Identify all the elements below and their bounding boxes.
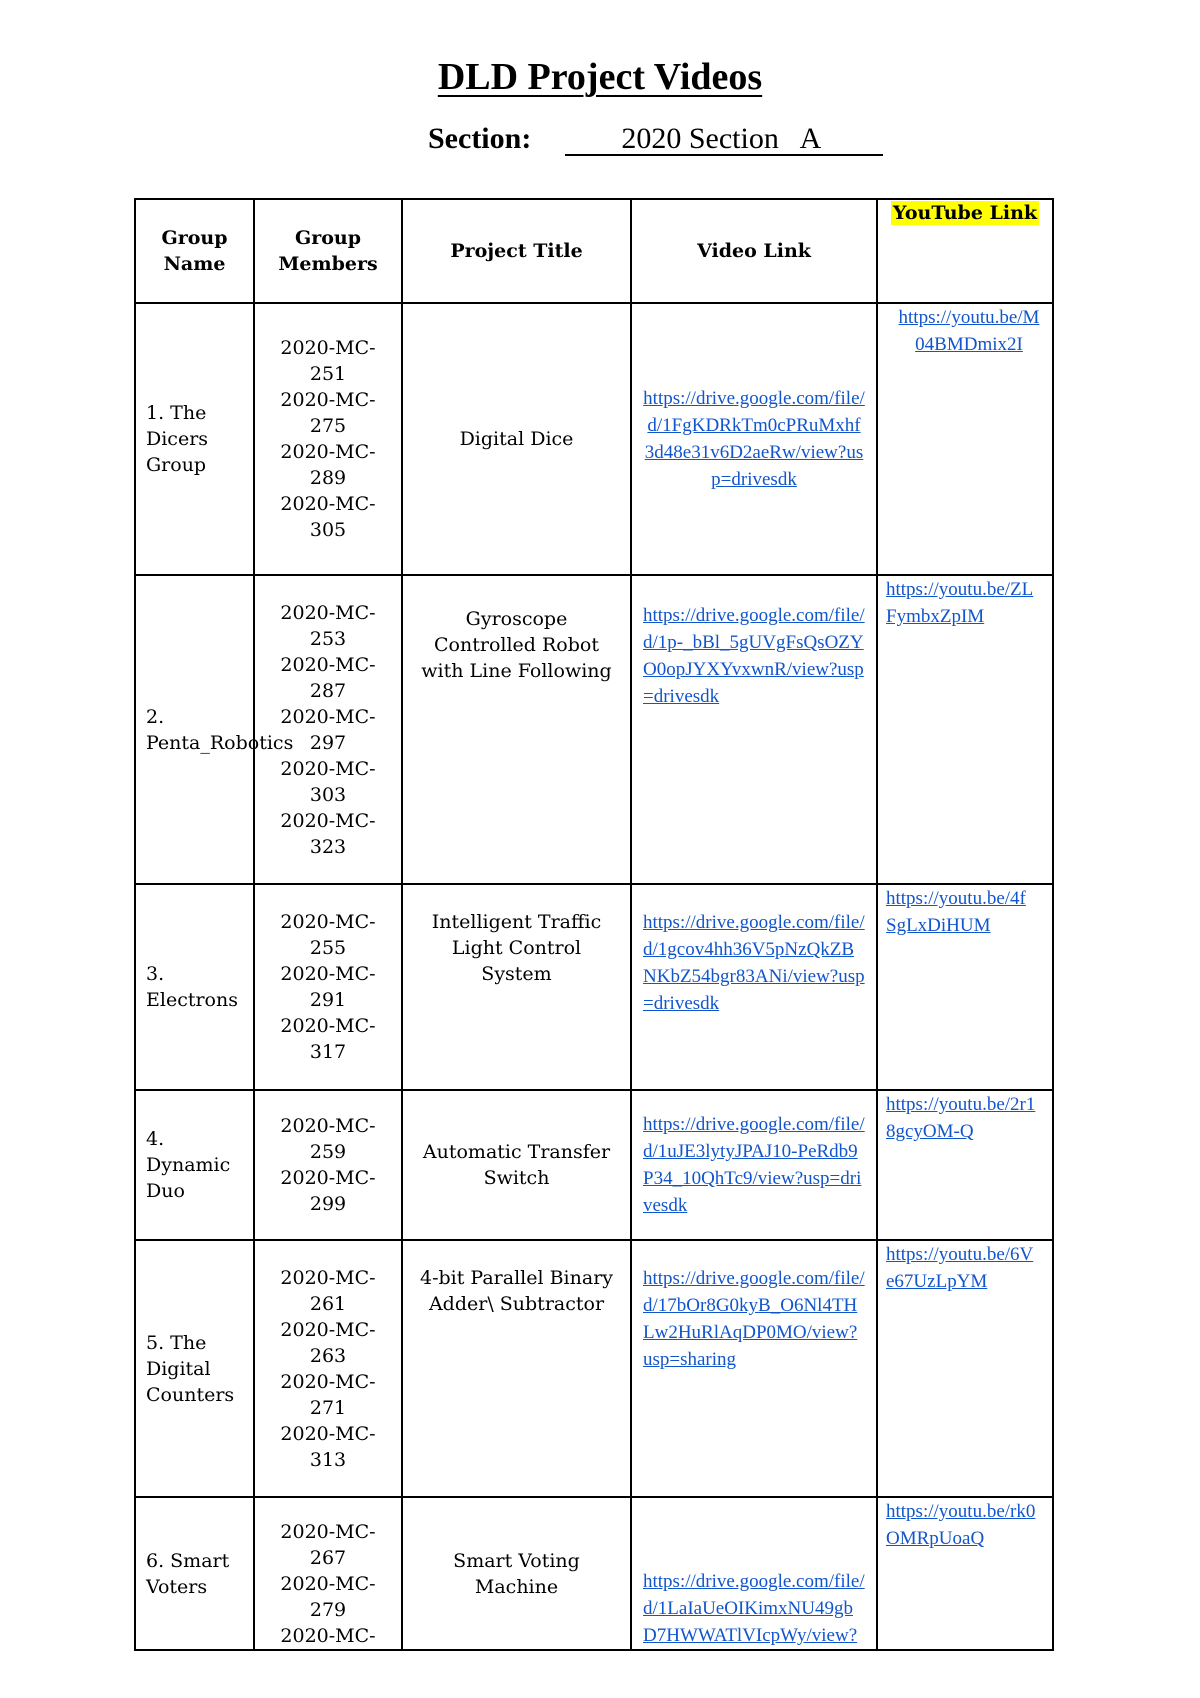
project-title: Automatic Transfer Switch xyxy=(422,1141,611,1189)
youtube-link[interactable]: https://youtu.be/rk0OMRpUoaQ xyxy=(886,1501,1036,1549)
video-link[interactable]: https://drive.google.com/file/d/1LaIaUeOIKimxNU49gbD7HWWATlVIcpWy/view? xyxy=(643,1571,865,1646)
member-id: 2020-MC-255 xyxy=(280,911,376,959)
member-id: 2020-MC-303 xyxy=(280,757,376,806)
member-id: 2020-MC-323 xyxy=(280,809,376,858)
project-title-cell xyxy=(402,1240,631,1497)
member-id: 2020-MC-291 xyxy=(280,963,376,1011)
table-row xyxy=(135,303,1053,575)
group-members-cell xyxy=(254,1240,402,1497)
member-id: 2020-MC-275 xyxy=(280,389,376,437)
project-title: Gyroscope Controlled Robot with Line Following xyxy=(421,608,612,682)
group-name: 5. The Digital Counters xyxy=(146,1331,235,1406)
group-members-cell xyxy=(254,303,402,575)
group-members-cell xyxy=(254,1090,402,1240)
project-title-cell xyxy=(402,1497,631,1650)
member-id: 2020-MC-263 xyxy=(280,1318,376,1367)
group-name: 4. Dynamic Duo xyxy=(146,1128,231,1202)
group-name: 3. Electrons xyxy=(146,963,238,1011)
member-id: 2020-MC-267 xyxy=(280,1521,376,1569)
video-link[interactable]: https://drive.google.com/file/d/1gcov4hh36V5pNzQkZBNKbZ54bgr83ANi/view?usp=drivesdk xyxy=(643,912,865,1014)
project-title: Intelligent Traffic Light Control System xyxy=(431,911,602,985)
member-id: 2020-MC-289 xyxy=(280,441,376,489)
header-group-name: Group Name xyxy=(135,199,254,303)
group-name-cell xyxy=(135,1090,254,1240)
group-members-cell xyxy=(254,575,402,884)
video-link-cell xyxy=(631,1240,877,1497)
group-name: 1. The Dicers Group xyxy=(146,402,209,476)
member-id: 2020-MC-313 xyxy=(280,1422,376,1471)
youtube-link-cell xyxy=(877,884,1053,1090)
member-id: 2020-MC-271 xyxy=(280,1370,376,1419)
video-link[interactable]: https://drive.google.com/file/d/1p-_bBl_5gUVgFsQsOZYO0opJYXYvxwnR/view?usp=drivesdk xyxy=(643,605,865,707)
youtube-link-cell xyxy=(877,1497,1053,1650)
member-id: 2020-MC-297 xyxy=(280,705,376,754)
table-row xyxy=(135,575,1053,884)
member-id: 2020-MC-251 xyxy=(280,337,376,385)
table-row xyxy=(135,1497,1053,1650)
youtube-link-cell xyxy=(877,1240,1053,1497)
member-id: 2020-MC- xyxy=(280,1625,376,1647)
member-id: 2020-MC-279 xyxy=(280,1573,376,1621)
video-link-cell xyxy=(631,1090,877,1240)
video-link-cell xyxy=(631,884,877,1090)
youtube-link-cell xyxy=(877,1090,1053,1240)
group-name: 6. Smart Voters xyxy=(146,1549,230,1598)
member-id: 2020-MC-287 xyxy=(280,653,376,702)
youtube-link[interactable]: https://youtu.be/6Ve67UzLpYM xyxy=(886,1244,1034,1292)
youtube-link-cell xyxy=(877,575,1053,884)
header-group-members: Group Members xyxy=(254,199,402,303)
video-link[interactable]: https://drive.google.com/file/d/17bOr8G0kyB_O6Nl4THLw2HuRlAqDP0MO/view?usp=sharing xyxy=(643,1268,865,1370)
youtube-link-cell xyxy=(877,303,1053,575)
group-name-cell xyxy=(135,575,294,884)
table-row xyxy=(135,884,1053,1090)
member-id: 2020-MC-253 xyxy=(280,601,376,650)
project-title-cell xyxy=(402,1090,631,1240)
video-link[interactable]: https://drive.google.com/file/d/1uJE3lytyJPAJ10-PeRdb9P34_10QhTc9/view?usp=drivesdk xyxy=(643,1114,865,1216)
group-members-cell xyxy=(254,1497,402,1650)
group-name-cell xyxy=(135,1240,254,1497)
member-id: 2020-MC-299 xyxy=(280,1167,376,1215)
table-row xyxy=(135,1090,1053,1240)
youtube-link[interactable]: https://youtu.be/ZLFymbxZpIM xyxy=(886,579,1034,627)
header-project-title: Project Title xyxy=(402,199,631,303)
table-row xyxy=(135,1240,1053,1497)
youtube-link[interactable]: https://youtu.be/M04BMDmix2I xyxy=(898,307,1040,355)
section-label: Section: xyxy=(428,122,532,155)
group-members-cell xyxy=(254,884,402,1090)
member-id: 2020-MC-261 xyxy=(280,1266,376,1315)
group-name-cell xyxy=(135,1497,254,1650)
group-name-cell xyxy=(135,884,254,1090)
project-title: 4-bit Parallel Binary Adder\ Subtractor xyxy=(419,1267,614,1315)
projects-table xyxy=(134,198,1054,1651)
video-link-cell xyxy=(631,575,877,884)
youtube-link[interactable]: https://youtu.be/4fSgLxDiHUM xyxy=(886,888,1026,936)
member-id: 2020-MC-305 xyxy=(280,493,376,541)
video-link[interactable]: https://drive.google.com/file/d/1FgKDRkTm0cPRuMxhf3d48e31v6D2aeRw/view?usp=drivesdk xyxy=(643,388,865,490)
member-id: 2020-MC-259 xyxy=(280,1115,376,1163)
member-id: 2020-MC-317 xyxy=(280,1015,376,1063)
project-title: Digital Dice xyxy=(459,428,574,450)
page-title: DLD Project Videos xyxy=(437,56,763,98)
header-video-link: Video Link xyxy=(631,199,877,303)
project-title: Smart Voting Machine xyxy=(453,1549,580,1598)
video-link-cell xyxy=(631,1497,877,1650)
video-link-cell xyxy=(631,303,877,575)
group-name: 2. Penta_Robotics xyxy=(146,705,294,754)
project-title-cell xyxy=(402,884,631,1090)
section-value: 2020 Section A xyxy=(565,124,883,156)
project-title-cell xyxy=(402,303,631,575)
group-name-cell xyxy=(135,303,254,575)
youtube-link[interactable]: https://youtu.be/2r18gcyOM-Q xyxy=(886,1094,1036,1142)
section-line xyxy=(428,122,883,156)
project-title-cell xyxy=(402,575,631,884)
header-youtube-link: YouTube Link xyxy=(877,199,1053,303)
